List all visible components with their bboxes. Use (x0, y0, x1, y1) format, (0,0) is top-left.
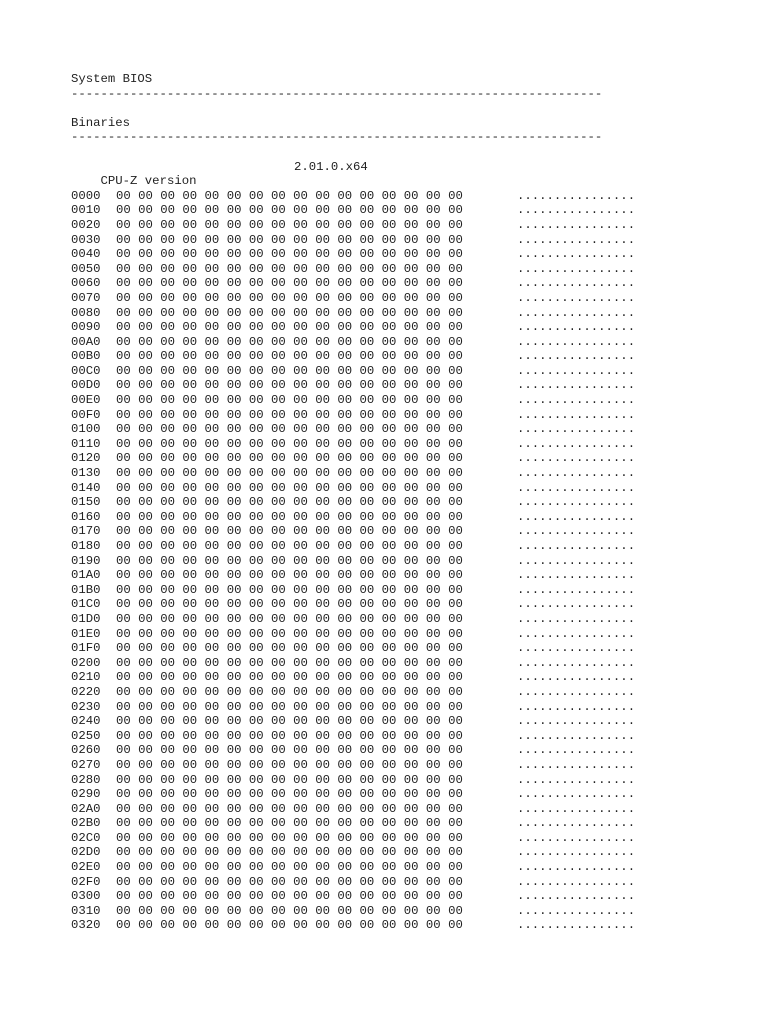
hex-row (71, 641, 711, 656)
hex-row (71, 203, 711, 218)
hex-row (71, 904, 711, 919)
hex-bytes: 00 00 00 00 00 00 00 00 00 00 00 00 00 00 00 00 (116, 582, 463, 597)
hex-bytes: 00 00 00 00 00 00 00 00 00 00 00 00 00 00 00 00 (116, 845, 463, 860)
hex-bytes: 00 00 00 00 00 00 00 00 00 00 00 00 00 00 00 00 (116, 568, 463, 583)
hex-bytes: 00 00 00 00 00 00 00 00 00 00 00 00 00 00 00 00 (116, 217, 463, 232)
hex-ascii: ................ (517, 684, 636, 699)
hex-address: 0180 (71, 539, 101, 553)
hex-address: 0140 (71, 480, 101, 495)
hex-bytes: 00 00 00 00 00 00 00 00 00 00 00 00 00 00 00 00 (116, 801, 463, 816)
hex-ascii: ................ (517, 918, 636, 933)
hex-row (71, 233, 711, 248)
hex-address: 01F0 (71, 641, 101, 656)
hex-ascii: ................ (517, 334, 636, 349)
hex-ascii: ................ (517, 611, 636, 626)
hex-ascii: ................ (517, 597, 636, 612)
hex-address: 01B0 (71, 582, 101, 597)
hex-ascii: ................ (517, 509, 636, 524)
hex-address: 0110 (71, 436, 101, 451)
hex-address: 0250 (71, 728, 101, 743)
hex-ascii: ................ (517, 641, 636, 656)
hex-ascii: ................ (517, 743, 636, 758)
hex-ascii: ................ (517, 305, 636, 320)
hex-ascii: ................ (517, 217, 636, 232)
hex-ascii: ................ (517, 349, 636, 364)
hex-bytes: 00 00 00 00 00 00 00 00 00 00 00 00 00 00 00 00 (116, 816, 463, 831)
hex-address: 02E0 (71, 860, 101, 875)
hex-ascii: ................ (517, 407, 636, 422)
blank-line (71, 145, 711, 160)
hex-ascii: ................ (517, 655, 636, 670)
hex-row (71, 247, 711, 262)
hex-ascii: ................ (517, 436, 636, 451)
hex-row (71, 597, 711, 612)
document (71, 72, 711, 933)
hex-bytes: 00 00 00 00 00 00 00 00 00 00 00 00 00 00 00 00 (116, 874, 463, 889)
hex-row (71, 583, 711, 598)
hex-row (71, 364, 711, 379)
hex-address: 0260 (71, 743, 101, 758)
hex-address: 0070 (71, 290, 101, 305)
hex-ascii: ................ (517, 393, 636, 408)
hex-address: 0310 (71, 903, 101, 918)
hex-bytes: 00 00 00 00 00 00 00 00 00 00 00 00 00 00 00 00 (116, 757, 463, 772)
hex-bytes: 00 00 00 00 00 00 00 00 00 00 00 00 00 00 00 00 (116, 290, 463, 305)
hex-ascii: ................ (517, 903, 636, 918)
hex-bytes: 00 00 00 00 00 00 00 00 00 00 00 00 00 00 00 00 (116, 349, 463, 364)
hex-row (71, 656, 711, 671)
hex-bytes: 00 00 00 00 00 00 00 00 00 00 00 00 00 00 00 00 (116, 699, 463, 714)
hex-ascii: ................ (517, 582, 636, 597)
hex-bytes: 00 00 00 00 00 00 00 00 00 00 00 00 00 00 00 00 (116, 787, 463, 802)
hex-address: 00C0 (71, 363, 101, 378)
hex-address: 0230 (71, 699, 101, 714)
hex-row (71, 685, 711, 700)
hex-row (71, 320, 711, 335)
hex-address: 00B0 (71, 349, 101, 364)
hex-bytes: 00 00 00 00 00 00 00 00 00 00 00 00 00 00 00 00 (116, 276, 463, 291)
hex-address: 01D0 (71, 611, 101, 626)
hex-bytes: 00 00 00 00 00 00 00 00 00 00 00 00 00 00 00 00 (116, 509, 463, 524)
hex-ascii: ................ (517, 261, 636, 276)
hex-address: 01C0 (71, 597, 101, 612)
hex-ascii: ................ (517, 232, 636, 247)
hex-bytes: 00 00 00 00 00 00 00 00 00 00 00 00 00 00 00 00 (116, 539, 463, 553)
hex-row (71, 466, 711, 481)
hex-row (71, 335, 711, 350)
hex-row (71, 831, 711, 846)
hex-row (71, 189, 711, 204)
hex-ascii: ................ (517, 466, 636, 481)
cpuz-version-row (71, 159, 711, 189)
hex-row (71, 510, 711, 525)
blank-line (71, 101, 711, 116)
hex-bytes: 00 00 00 00 00 00 00 00 00 00 00 00 00 00 00 00 (116, 903, 463, 918)
hex-ascii: ................ (517, 247, 636, 262)
hex-address: 0080 (71, 305, 101, 320)
hex-row (71, 408, 711, 423)
hex-ascii: ................ (517, 757, 636, 772)
hex-row (71, 787, 711, 802)
hex-row (71, 875, 711, 890)
hex-address: 00A0 (71, 334, 101, 349)
hex-bytes: 00 00 00 00 00 00 00 00 00 00 00 00 00 00 00 00 (116, 655, 463, 670)
hex-ascii: ................ (517, 830, 636, 845)
hex-row (71, 627, 711, 642)
hex-bytes: 00 00 00 00 00 00 00 00 00 00 00 00 00 00 00 00 (116, 436, 463, 451)
hex-row (71, 568, 711, 583)
hex-ascii: ................ (517, 422, 636, 437)
hex-row (71, 612, 711, 627)
hex-row (71, 845, 711, 860)
hex-address: 0000 (71, 188, 101, 203)
hex-row (71, 422, 711, 437)
hex-row (71, 773, 711, 788)
hex-address: 0120 (71, 451, 101, 466)
hex-address: 0060 (71, 276, 101, 291)
hex-address: 00E0 (71, 393, 101, 408)
hex-bytes: 00 00 00 00 00 00 00 00 00 00 00 00 00 00 00 00 (116, 320, 463, 335)
hex-ascii: ................ (517, 787, 636, 802)
hex-row (71, 816, 711, 831)
hex-row (71, 378, 711, 393)
hex-row (71, 495, 711, 510)
hex-address: 0200 (71, 655, 101, 670)
hex-address: 0320 (71, 918, 101, 933)
hex-ascii: ................ (517, 801, 636, 816)
hex-address: 0220 (71, 684, 101, 699)
hex-address: 0280 (71, 772, 101, 787)
hex-bytes: 00 00 00 00 00 00 00 00 00 00 00 00 00 00 00 00 (116, 772, 463, 787)
hex-ascii: ................ (517, 845, 636, 860)
hex-row (71, 291, 711, 306)
hex-bytes: 00 00 00 00 00 00 00 00 00 00 00 00 00 00 00 00 (116, 232, 463, 247)
hex-bytes: 00 00 00 00 00 00 00 00 00 00 00 00 00 00 00 00 (116, 684, 463, 699)
hex-row (71, 554, 711, 569)
hex-address: 02B0 (71, 816, 101, 831)
hex-row (71, 802, 711, 817)
hex-bytes: 00 00 00 00 00 00 00 00 00 00 00 00 00 00 00 00 (116, 553, 463, 568)
hex-address: 0130 (71, 466, 101, 481)
hex-bytes: 00 00 00 00 00 00 00 00 00 00 00 00 00 00 00 00 (116, 495, 463, 510)
hex-address: 02A0 (71, 801, 101, 816)
hex-bytes: 00 00 00 00 00 00 00 00 00 00 00 00 00 00 00 00 (116, 611, 463, 626)
hex-bytes: 00 00 00 00 00 00 00 00 00 00 00 00 00 00 00 00 (116, 305, 463, 320)
hex-ascii: ................ (517, 889, 636, 904)
section-title-binaries: Binaries (71, 115, 131, 130)
hex-bytes: 00 00 00 00 00 00 00 00 00 00 00 00 00 00 00 00 (116, 889, 463, 904)
hex-bytes: 00 00 00 00 00 00 00 00 00 00 00 00 00 00 00 00 (116, 393, 463, 408)
hex-address: 0170 (71, 524, 101, 539)
hex-address: 01A0 (71, 568, 101, 583)
hex-bytes: 00 00 00 00 00 00 00 00 00 00 00 00 00 00 00 00 (116, 641, 463, 656)
hex-address: 00D0 (71, 378, 101, 393)
hex-address: 0010 (71, 203, 101, 218)
hex-bytes: 00 00 00 00 00 00 00 00 00 00 00 00 00 00 00 00 (116, 203, 463, 218)
hex-bytes: 00 00 00 00 00 00 00 00 00 00 00 00 00 00 00 00 (116, 378, 463, 393)
hex-ascii: ................ (517, 860, 636, 875)
hex-bytes: 00 00 00 00 00 00 00 00 00 00 00 00 00 00 00 00 (116, 670, 463, 685)
hex-address: 0210 (71, 670, 101, 685)
hex-row (71, 306, 711, 321)
hex-row (71, 437, 711, 452)
hex-bytes: 00 00 00 00 00 00 00 00 00 00 00 00 00 00 00 00 (116, 363, 463, 378)
hex-row (71, 262, 711, 277)
hex-ascii: ................ (517, 276, 636, 291)
hex-row (71, 349, 711, 364)
hex-address: 0050 (71, 261, 101, 276)
hex-bytes: 00 00 00 00 00 00 00 00 00 00 00 00 00 00 00 00 (116, 480, 463, 495)
hex-row (71, 451, 711, 466)
hex-ascii: ................ (517, 553, 636, 568)
hex-address: 0160 (71, 509, 101, 524)
hex-ascii: ................ (517, 539, 636, 553)
hex-ascii: ................ (517, 728, 636, 743)
hex-bytes: 00 00 00 00 00 00 00 00 00 00 00 00 00 00 00 00 (116, 830, 463, 845)
hex-address: 0240 (71, 714, 101, 729)
hex-row (71, 743, 711, 758)
hex-row (71, 860, 711, 875)
hex-row (71, 714, 711, 729)
hex-row (71, 700, 711, 715)
hex-ascii: ................ (517, 568, 636, 583)
hex-bytes: 00 00 00 00 00 00 00 00 00 00 00 00 00 00 00 00 (116, 334, 463, 349)
cpuz-version-value: 2.01.0.x64 (294, 159, 368, 174)
hex-ascii: ................ (517, 816, 636, 831)
hex-dump (71, 189, 711, 933)
hex-row (71, 758, 711, 773)
section-rule: ------------------------------------------------------------------------ (71, 130, 603, 145)
hex-row (71, 729, 711, 744)
hex-address: 0040 (71, 247, 101, 262)
hex-bytes: 00 00 00 00 00 00 00 00 00 00 00 00 00 00 00 00 (116, 524, 463, 539)
hex-row (71, 524, 711, 539)
hex-bytes: 00 00 00 00 00 00 00 00 00 00 00 00 00 00 00 00 (116, 860, 463, 875)
hex-bytes: 00 00 00 00 00 00 00 00 00 00 00 00 00 00 00 00 (116, 918, 463, 933)
section-rule: ------------------------------------------------------------------------ (71, 86, 603, 101)
hex-ascii: ................ (517, 524, 636, 539)
hex-bytes: 00 00 00 00 00 00 00 00 00 00 00 00 00 00 00 00 (116, 714, 463, 729)
hex-ascii: ................ (517, 495, 636, 510)
hex-ascii: ................ (517, 874, 636, 889)
hex-ascii: ................ (517, 714, 636, 729)
hex-row (71, 889, 711, 904)
hex-address: 0270 (71, 757, 101, 772)
hex-ascii: ................ (517, 699, 636, 714)
hex-ascii: ................ (517, 320, 636, 335)
hex-ascii: ................ (517, 480, 636, 495)
hex-address: 0300 (71, 889, 101, 904)
hex-bytes: 00 00 00 00 00 00 00 00 00 00 00 00 00 00 00 00 (116, 743, 463, 758)
hex-row (71, 276, 711, 291)
hex-row (71, 670, 711, 685)
hex-ascii: ................ (517, 772, 636, 787)
hex-ascii: ................ (517, 626, 636, 641)
hex-ascii: ................ (517, 290, 636, 305)
hex-bytes: 00 00 00 00 00 00 00 00 00 00 00 00 00 00 00 00 (116, 466, 463, 481)
hex-row (71, 393, 711, 408)
hex-ascii: ................ (517, 363, 636, 378)
hex-ascii: ................ (517, 670, 636, 685)
hex-address: 0150 (71, 495, 101, 510)
hex-ascii: ................ (517, 451, 636, 466)
hex-address: 02F0 (71, 874, 101, 889)
hex-address: 0290 (71, 787, 101, 802)
hex-row (71, 539, 711, 554)
cpuz-version-label: CPU-Z version (100, 174, 197, 189)
hex-address: 0100 (71, 422, 101, 437)
hex-address: 02C0 (71, 830, 101, 845)
section-title-system-bios: System BIOS (71, 72, 153, 86)
hex-bytes: 00 00 00 00 00 00 00 00 00 00 00 00 00 00 00 00 (116, 626, 463, 641)
hex-row (71, 481, 711, 496)
hex-bytes: 00 00 00 00 00 00 00 00 00 00 00 00 00 00 00 00 (116, 407, 463, 422)
hex-address: 00F0 (71, 407, 101, 422)
hex-row (71, 918, 711, 933)
hex-bytes: 00 00 00 00 00 00 00 00 00 00 00 00 00 00 00 00 (116, 261, 463, 276)
hex-bytes: 00 00 00 00 00 00 00 00 00 00 00 00 00 00 00 00 (116, 597, 463, 612)
hex-address: 0090 (71, 320, 101, 335)
hex-bytes: 00 00 00 00 00 00 00 00 00 00 00 00 00 00 00 00 (116, 728, 463, 743)
hex-bytes: 00 00 00 00 00 00 00 00 00 00 00 00 00 00 00 00 (116, 451, 463, 466)
hex-address: 0190 (71, 553, 101, 568)
hex-bytes: 00 00 00 00 00 00 00 00 00 00 00 00 00 00 00 00 (116, 188, 463, 203)
hex-address: 02D0 (71, 845, 101, 860)
hex-address: 01E0 (71, 626, 101, 641)
hex-bytes: 00 00 00 00 00 00 00 00 00 00 00 00 00 00 00 00 (116, 247, 463, 262)
hex-bytes: 00 00 00 00 00 00 00 00 00 00 00 00 00 00 00 00 (116, 422, 463, 437)
hex-ascii: ................ (517, 378, 636, 393)
hex-ascii: ................ (517, 203, 636, 218)
hex-row (71, 218, 711, 233)
hex-ascii: ................ (517, 188, 636, 203)
hex-address: 0020 (71, 217, 101, 232)
hex-address: 0030 (71, 232, 101, 247)
